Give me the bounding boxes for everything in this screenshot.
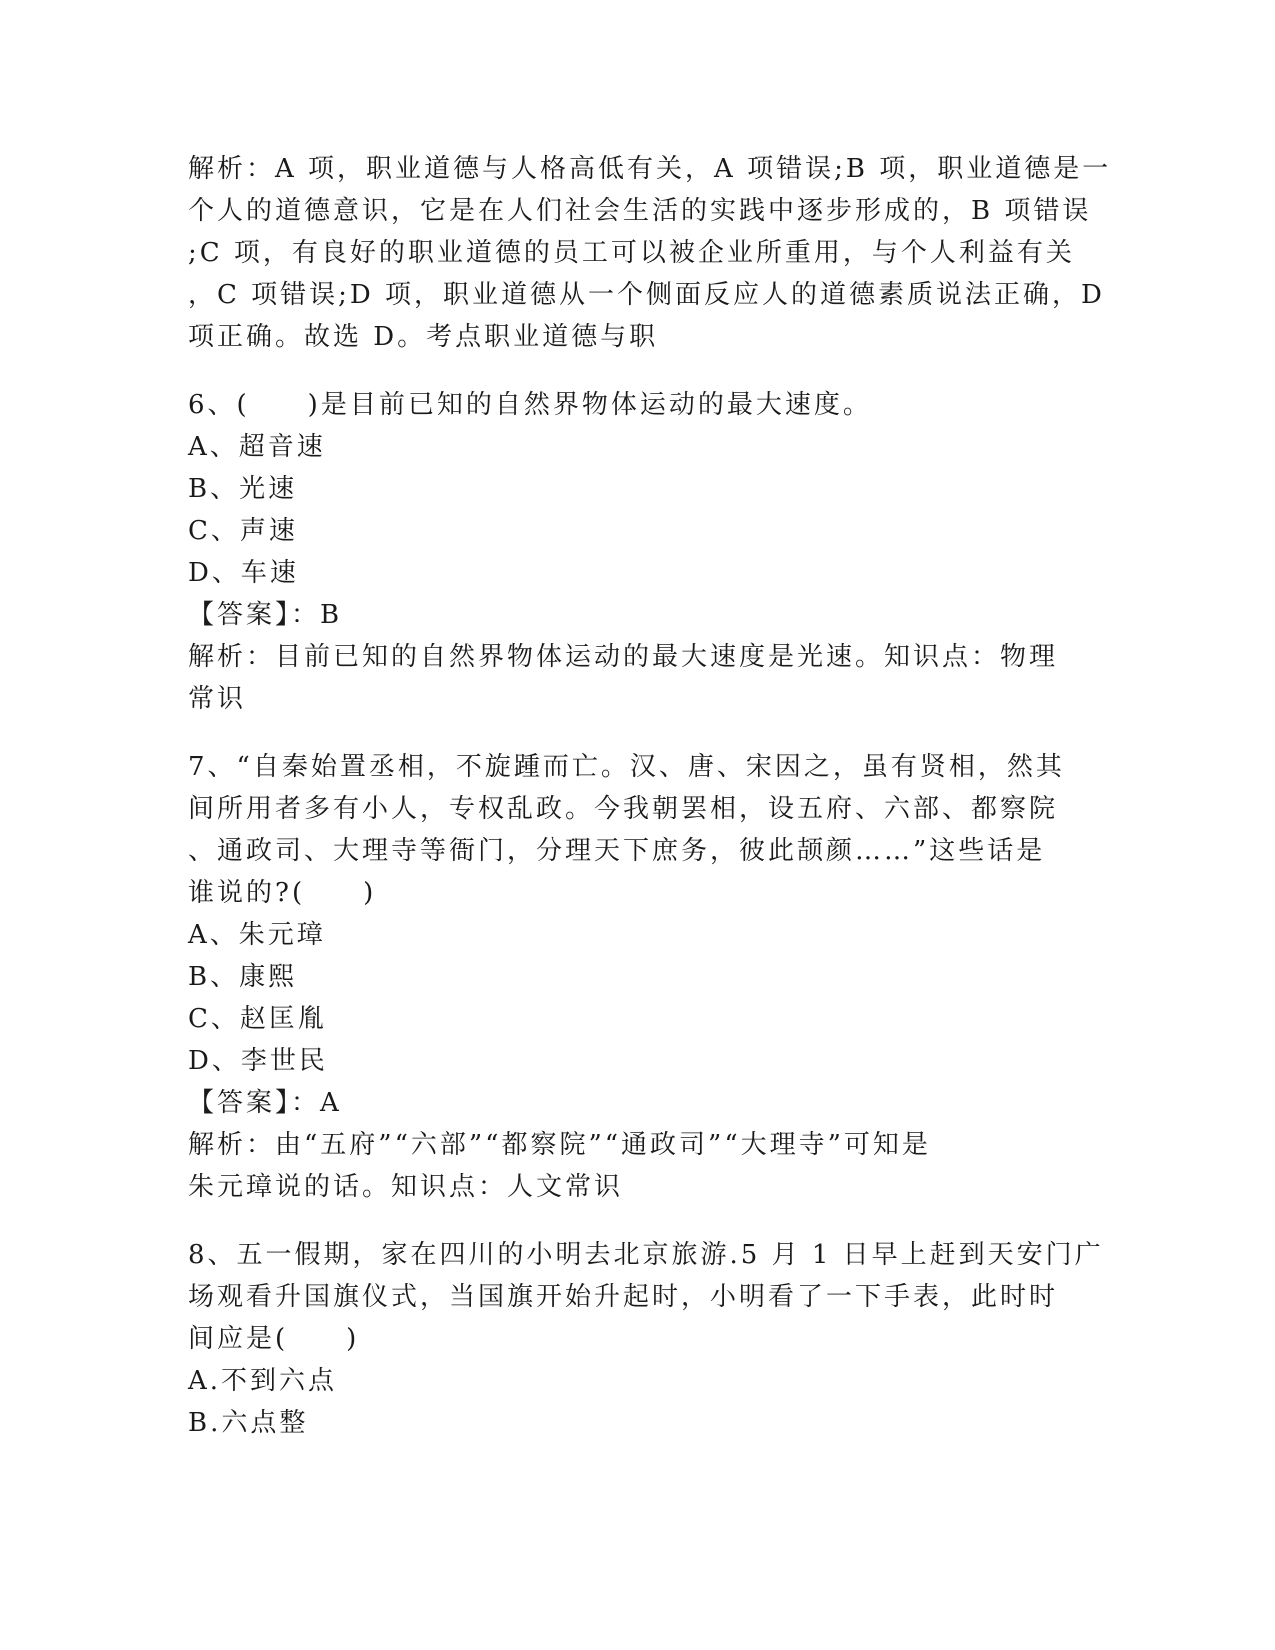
question-stem: 间所用者多有小人，专权乱政。今我朝罢相，设五府、六部、都察院 — [188, 794, 1059, 824]
explanation-line: 朱元璋说的话。知识点：人文常识 — [188, 1172, 624, 1202]
question-stem: 谁说的?( ) — [188, 878, 377, 908]
question-stem: 6、( )是目前已知的自然界物体运动的最大速度。 — [188, 390, 872, 420]
intro-explanation — [188, 148, 1112, 358]
explanation-line: 解析：A 项，职业道德与人格高低有关，A 项错误;B 项，职业道德是一 — [188, 154, 1112, 184]
option-a: A、超音速 — [188, 432, 326, 462]
explanation-line: 解析：目前已知的自然界物体运动的最大速度是光速。知识点：物理 — [188, 642, 1059, 672]
answer-label: 【答案】：A — [188, 1088, 342, 1118]
question-8 — [188, 1234, 1104, 1444]
option-d: D、李世民 — [188, 1046, 328, 1076]
explanation-line: 项正确。故选 D。考点职业道德与职 — [188, 322, 659, 352]
question-stem: 8、五一假期，家在四川的小明去北京旅游.5 月 1 日早上赶到天安门广 — [188, 1240, 1104, 1270]
option-a: A、朱元璋 — [188, 920, 326, 950]
explanation-line: 个人的道德意识，它是在人们社会生活的实践中逐步形成的，B 项错误 — [188, 196, 1092, 226]
option-b: B.六点整 — [188, 1408, 309, 1438]
option-d: D、车速 — [188, 558, 299, 588]
explanation-line: 常识 — [188, 684, 247, 714]
question-6 — [188, 384, 1088, 720]
document-content — [188, 148, 1112, 1444]
option-a: A.不到六点 — [188, 1366, 338, 1396]
answer-label: 【答案】：B — [188, 600, 343, 630]
explanation-line: ，C 项错误;D 项，职业道德从一个侧面反应人的道德素质说法正确，D — [188, 280, 1105, 310]
option-c: C、声速 — [188, 516, 298, 546]
question-stem: 间应是( ) — [188, 1324, 360, 1354]
explanation-line: 解析：由“五府”“六部”“都察院”“通政司”“大理寺”可知是 — [188, 1130, 931, 1160]
option-b: B、康熙 — [188, 962, 298, 992]
question-7 — [188, 746, 1088, 1208]
question-stem: 、通政司、大理寺等衙门，分理天下庶务，彼此颉颜……”这些话是 — [188, 836, 1046, 866]
option-b: B、光速 — [188, 474, 298, 504]
question-stem: 7、“自秦始置丞相，不旋踵而亡。汉、唐、宋因之，虽有贤相，然其 — [188, 752, 1065, 782]
option-c: C、赵匡胤 — [188, 1004, 327, 1034]
explanation-line: ;C 项，有良好的职业道德的员工可以被企业所重用，与个人利益有关 — [188, 238, 1075, 268]
question-stem: 场观看升国旗仪式，当国旗开始升起时，小明看了一下手表，此时时 — [188, 1282, 1059, 1312]
